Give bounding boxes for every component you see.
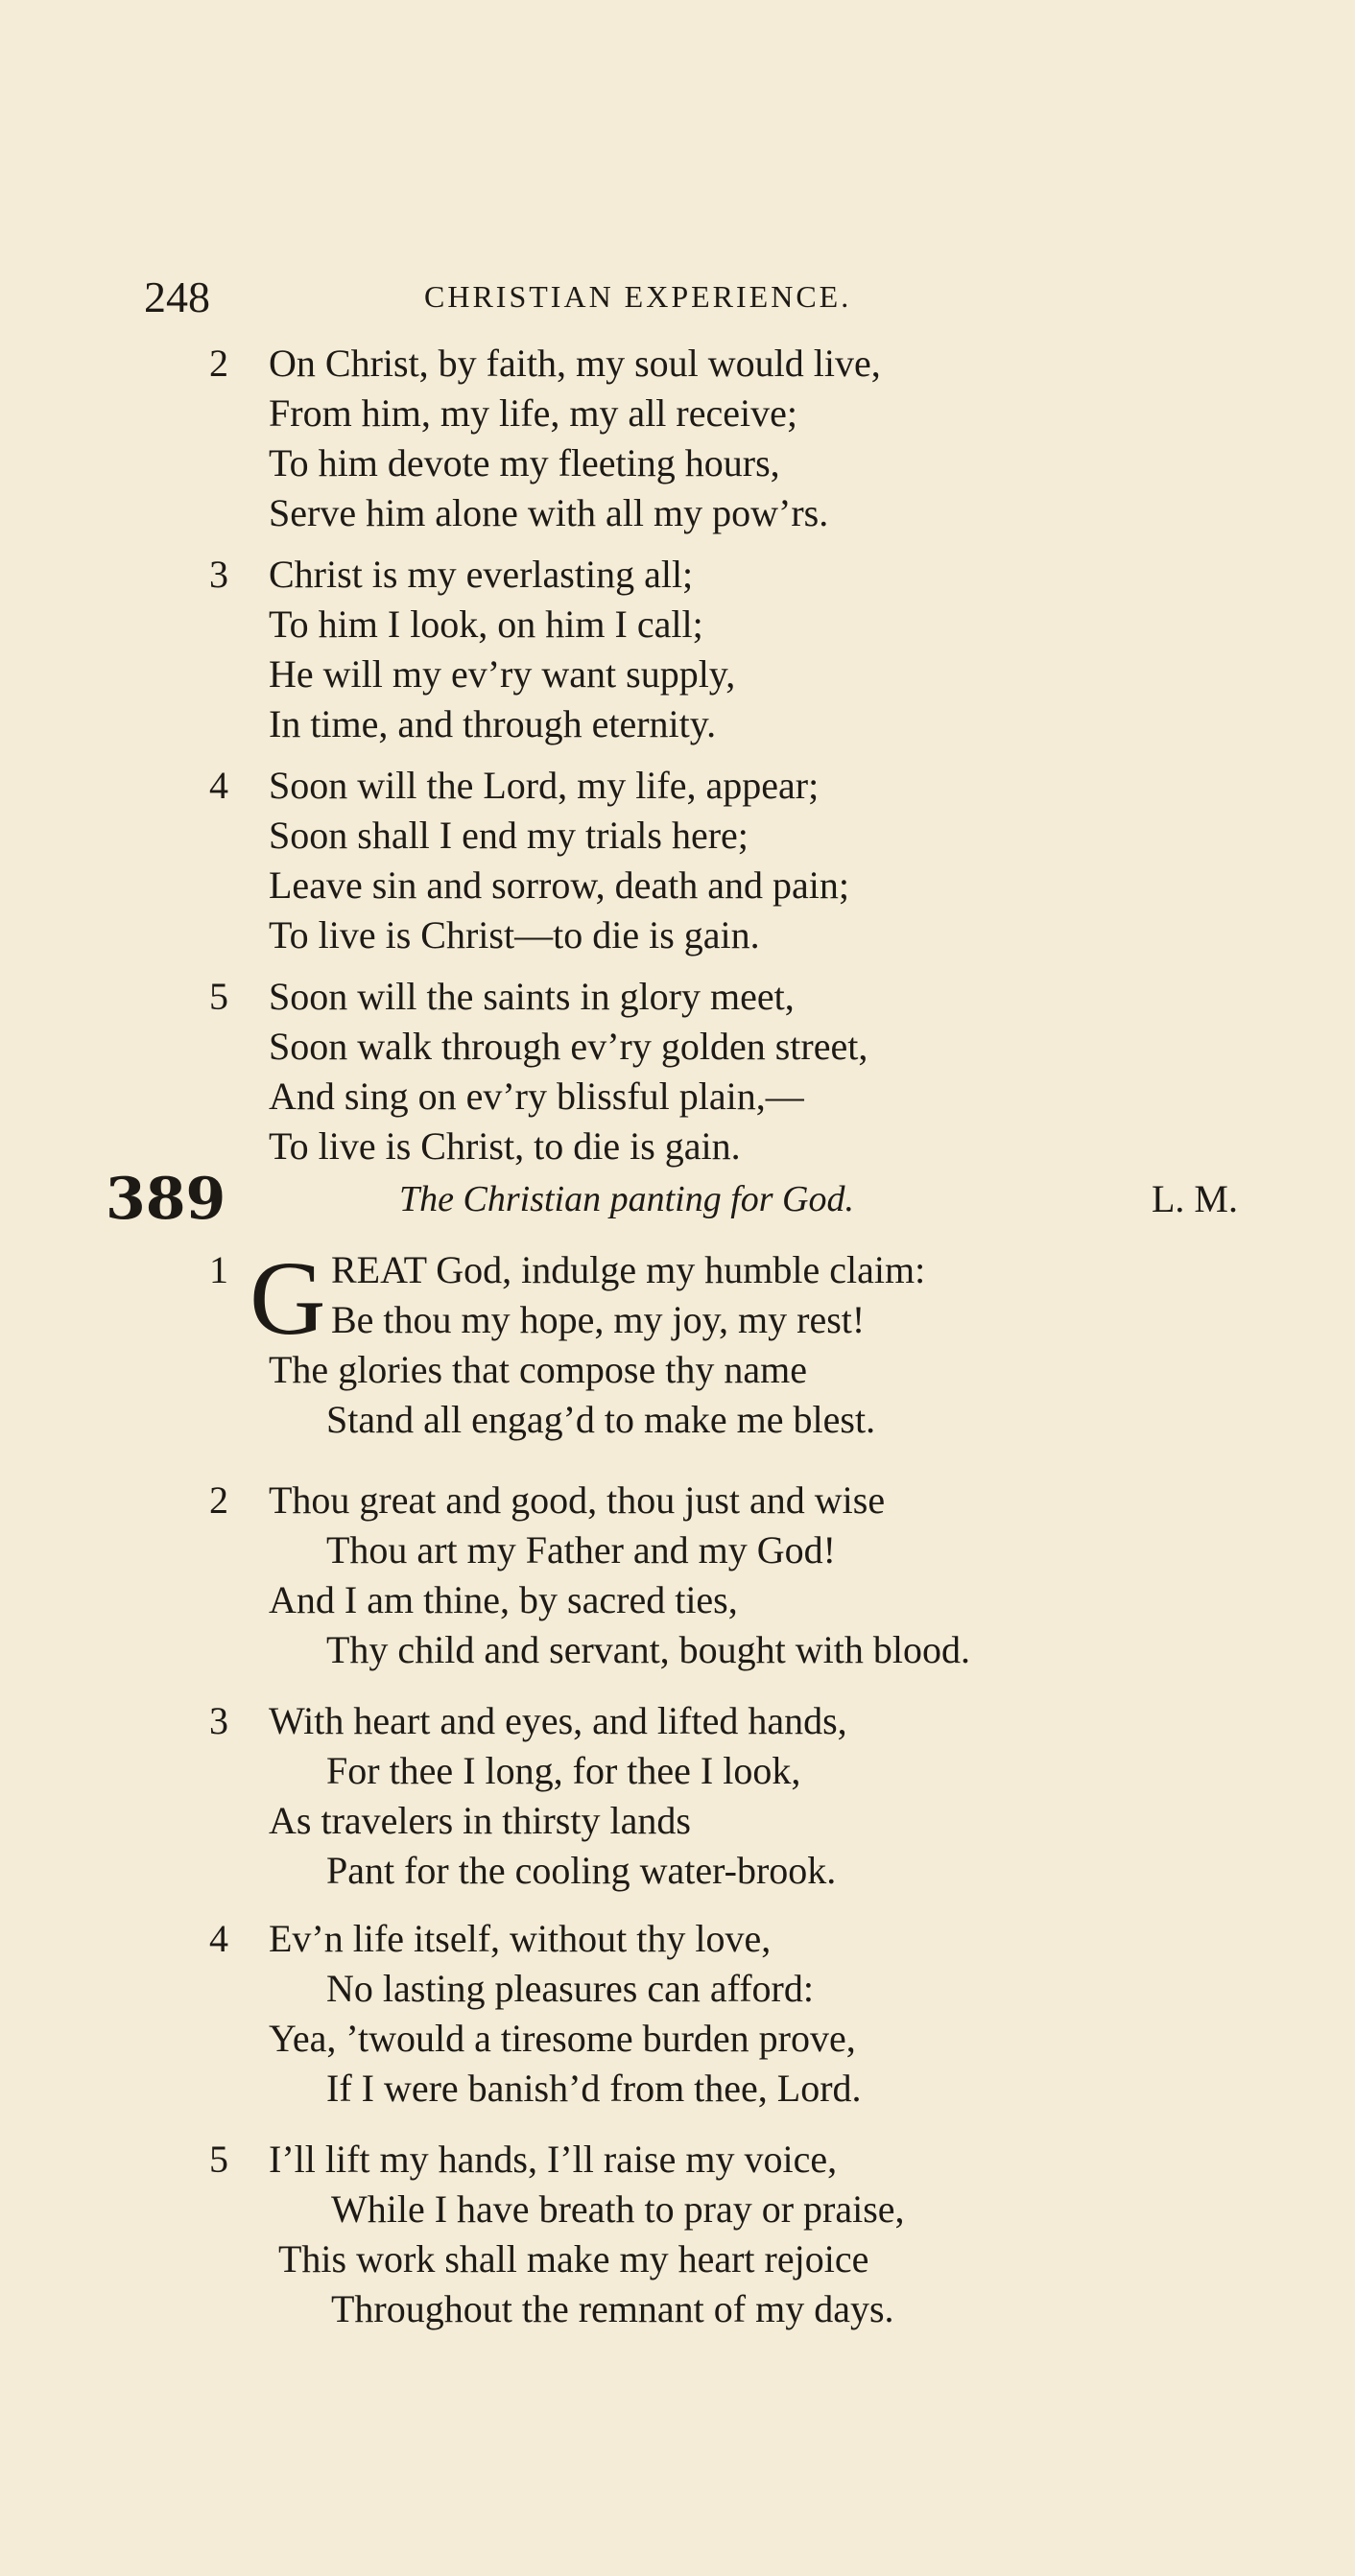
page-number: 248 (144, 272, 210, 321)
verse-line: Serve him alone with all my pow’rs. (269, 491, 829, 534)
verse-line: With heart and eyes, and lifted hands, (269, 1699, 847, 1742)
verse-line: In time, and through eternity. (269, 702, 717, 745)
verse-line: While I have breath to pray or praise, (331, 2187, 905, 2231)
verse-line: Soon will the saints in glory meet, (269, 975, 795, 1018)
stanza-number: 3 (209, 553, 228, 596)
stanza-number: 2 (209, 1478, 228, 1522)
stanza-number: 3 (209, 1699, 228, 1742)
running-head (144, 272, 1228, 329)
section-title: CHRISTIAN EXPERIENCE. (424, 279, 852, 314)
verse-line: Soon shall I end my trials here; (269, 814, 749, 857)
verse-line: This work shall make my heart rejoice (278, 2237, 869, 2281)
verse-line: Yea, ’twould a tiresome burden prove, (269, 2017, 856, 2060)
hymn-meter: L. M. (1152, 1177, 1238, 1220)
verse-line: To him I look, on him I call; (269, 603, 703, 646)
verse-line: Leave sin and sorrow, death and pain; (269, 863, 849, 907)
verse-line: The glories that compose thy name (269, 1348, 807, 1391)
verse-line: He will my ev’ry want supply, (269, 652, 736, 696)
verse-line: Stand all engag’d to make me blest. (326, 1398, 876, 1441)
verse-line: To live is Christ—to die is gain. (269, 913, 760, 957)
verse-line: And sing on ev’ry blissful plain,— (269, 1075, 804, 1118)
verse-line: For thee I long, for thee I look, (326, 1749, 801, 1792)
verse-line: As travelers in thirsty lands (269, 1799, 691, 1842)
verse-line: Ev’n life itself, without thy love, (269, 1917, 772, 1960)
verse-line: No lasting pleasures can afford: (326, 1967, 814, 2010)
verse-line: Throughout the remnant of my days. (331, 2287, 894, 2330)
verse-line: Thou art my Father and my God! (326, 1528, 836, 1572)
verse-line: I’ll lift my hands, I’ll raise my voice, (269, 2138, 838, 2181)
stanza-number: 2 (209, 342, 228, 385)
verse-line: On Christ, by faith, my soul would live, (269, 342, 881, 385)
verse-line: Thou great and good, thou just and wise (269, 1478, 886, 1522)
verse-line: Pant for the cooling water-brook. (326, 1849, 837, 1892)
verse-line: Christ is my everlasting all; (269, 553, 694, 596)
stanza-number: 5 (209, 2138, 228, 2181)
hymn-title: The Christian panting for God. (399, 1179, 854, 1219)
verse-line: And I am thine, by sacred ties, (269, 1578, 738, 1621)
verse-line: From him, my life, my all receive; (269, 391, 797, 435)
verse-line: Be thou my hope, my joy, my rest! (331, 1298, 866, 1341)
stanza-number: 4 (209, 764, 228, 807)
verse-line: If I were banish’d from thee, Lord. (326, 2067, 862, 2110)
verse-line: Soon will the Lord, my life, appear; (269, 764, 820, 807)
drop-cap: G (250, 1240, 326, 1357)
verse-line: REAT God, indulge my humble claim: (331, 1248, 926, 1291)
stanza-number: 5 (209, 975, 228, 1018)
verse-line: Thy child and servant, bought with blood. (326, 1628, 971, 1671)
verse-line: To live is Christ, to die is gain. (269, 1124, 741, 1168)
stanza-number: 4 (209, 1917, 228, 1960)
hymn-number: 389 (106, 1166, 226, 1233)
verse-line: Soon walk through ev’ry golden street, (269, 1025, 868, 1068)
verse-line: To him devote my fleeting hours, (269, 441, 780, 484)
stanza-number: 1 (209, 1248, 228, 1291)
